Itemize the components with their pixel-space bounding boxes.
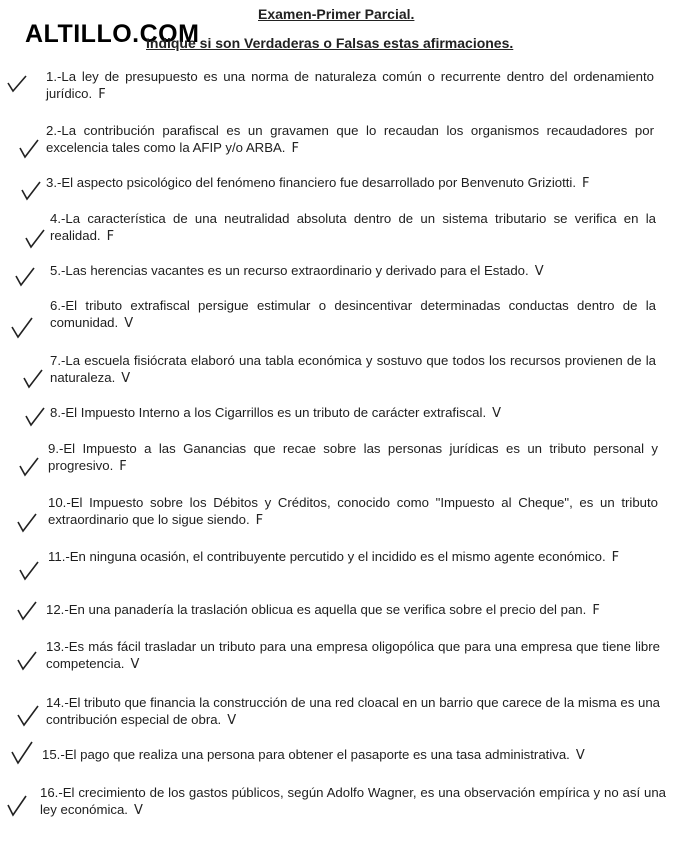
check-mark-icon bbox=[10, 740, 34, 766]
question-6 bbox=[50, 297, 656, 332]
question-11 bbox=[48, 548, 658, 566]
check-mark-icon bbox=[6, 74, 28, 94]
question-text: 3.-El aspecto psicológico del fenómeno financiero fue desarrollado por Benvenuto Griziotti. bbox=[46, 175, 577, 190]
answer-mark: V bbox=[124, 316, 134, 331]
question-text: 13.-Es más fácil trasladar un tributo para una empresa oligopólica que para una empresa que tiene libre competencia. bbox=[46, 639, 660, 671]
question-text: 1.-La ley de presupuesto es una norma de naturaleza común o recurrente dentro del ordenamiento jurídico. bbox=[46, 69, 654, 101]
check-mark-icon bbox=[16, 600, 38, 622]
question-text: 7.-La escuela fisiócrata elaboró una tabla económica y sostuvo que todos los recursos provienen de la naturaleza. bbox=[50, 353, 656, 385]
question-text: 14.-El tributo que financia la construcción de una red cloacal en un barrio que carece de la misma es una contribución especial de obra. bbox=[46, 695, 660, 727]
answer-mark: F bbox=[98, 87, 106, 102]
check-mark-icon bbox=[16, 512, 38, 534]
question-text: 8.-El Impuesto Interno a los Cigarrillos es un tributo de carácter extrafiscal. bbox=[50, 405, 487, 420]
exam-title: Examen-Primer Parcial. bbox=[258, 6, 415, 22]
question-text: 4.-La característica de una neutralidad absoluta dentro de un sistema tributario se verifica en la realidad. bbox=[50, 211, 656, 243]
question-1 bbox=[46, 68, 654, 103]
answer-mark: V bbox=[121, 371, 131, 386]
check-mark-icon bbox=[14, 266, 36, 288]
question-14 bbox=[46, 694, 660, 729]
answer-mark: F bbox=[106, 229, 115, 244]
check-mark-icon bbox=[22, 368, 44, 390]
check-mark-icon bbox=[10, 316, 34, 340]
answer-mark: F bbox=[291, 141, 299, 156]
check-mark-icon bbox=[6, 794, 28, 818]
question-16 bbox=[40, 784, 666, 819]
check-mark-icon bbox=[18, 456, 40, 478]
answer-mark: F bbox=[592, 603, 600, 618]
question-5 bbox=[50, 262, 660, 280]
exam-instructions: Indique si son Verdaderas o Falsas estas afirmaciones. bbox=[146, 35, 514, 51]
question-15 bbox=[42, 746, 678, 764]
answer-mark: F bbox=[611, 550, 620, 565]
question-text: 16.-El crecimiento de los gastos públicos, según Adolfo Wagner, es una observación empírica y no así una ley económica. bbox=[40, 785, 666, 817]
question-text: 5.-Las herencias vacantes es un recurso extraordinario y derivado para el Estado. bbox=[50, 263, 529, 278]
check-mark-icon bbox=[18, 138, 40, 160]
question-4 bbox=[50, 210, 656, 245]
answer-mark: V bbox=[227, 713, 237, 728]
check-mark-icon bbox=[20, 180, 42, 202]
answer-mark: F bbox=[582, 176, 590, 191]
site-logo: ALTILLO.COM bbox=[25, 20, 200, 48]
question-8 bbox=[50, 404, 660, 422]
answer-mark: F bbox=[255, 513, 264, 528]
check-mark-icon bbox=[18, 560, 40, 582]
check-mark-icon bbox=[16, 650, 38, 672]
question-text: 12.-En una panadería la traslación oblicua es aquella que se verifica sobre el precio del pan. bbox=[46, 602, 587, 617]
question-3 bbox=[46, 174, 666, 192]
question-10 bbox=[48, 494, 658, 529]
question-12 bbox=[46, 601, 676, 619]
question-13 bbox=[46, 638, 660, 673]
answer-mark: F bbox=[119, 459, 127, 474]
check-mark-icon bbox=[24, 406, 46, 428]
question-2 bbox=[46, 122, 654, 157]
question-text: 2.-La contribución parafiscal es un gravamen que lo recaudan los organismos recaudadores por excelencia tales como la AFIP y/o ARBA. bbox=[46, 123, 654, 155]
answer-mark: V bbox=[575, 748, 585, 763]
answer-mark: V bbox=[492, 406, 502, 421]
check-mark-icon bbox=[24, 228, 46, 250]
answer-mark: V bbox=[534, 264, 544, 279]
answer-mark: V bbox=[133, 803, 143, 818]
question-7 bbox=[50, 352, 656, 387]
question-text: 10.-El Impuesto sobre los Débitos y Créditos, conocido como "Impuesto al Cheque", es un tributo extraordinario que lo sigue siendo. bbox=[48, 495, 658, 527]
question-text: 6.-El tributo extrafiscal persigue estimular o desincentivar determinadas conductas dentro de la comunidad. bbox=[50, 298, 656, 330]
question-text: 9.-El Impuesto a las Ganancias que recae sobre las personas jurídicas es un tributo personal y progresivo. bbox=[48, 441, 658, 473]
question-9 bbox=[48, 440, 658, 475]
question-text: 11.-En ninguna ocasión, el contribuyente percutido y el incidido es el mismo agente económico. bbox=[48, 549, 606, 564]
check-mark-icon bbox=[16, 704, 40, 728]
answer-mark: V bbox=[130, 657, 140, 672]
question-text: 15.-El pago que realiza una persona para obtener el pasaporte es una tasa administrativa. bbox=[42, 747, 570, 762]
